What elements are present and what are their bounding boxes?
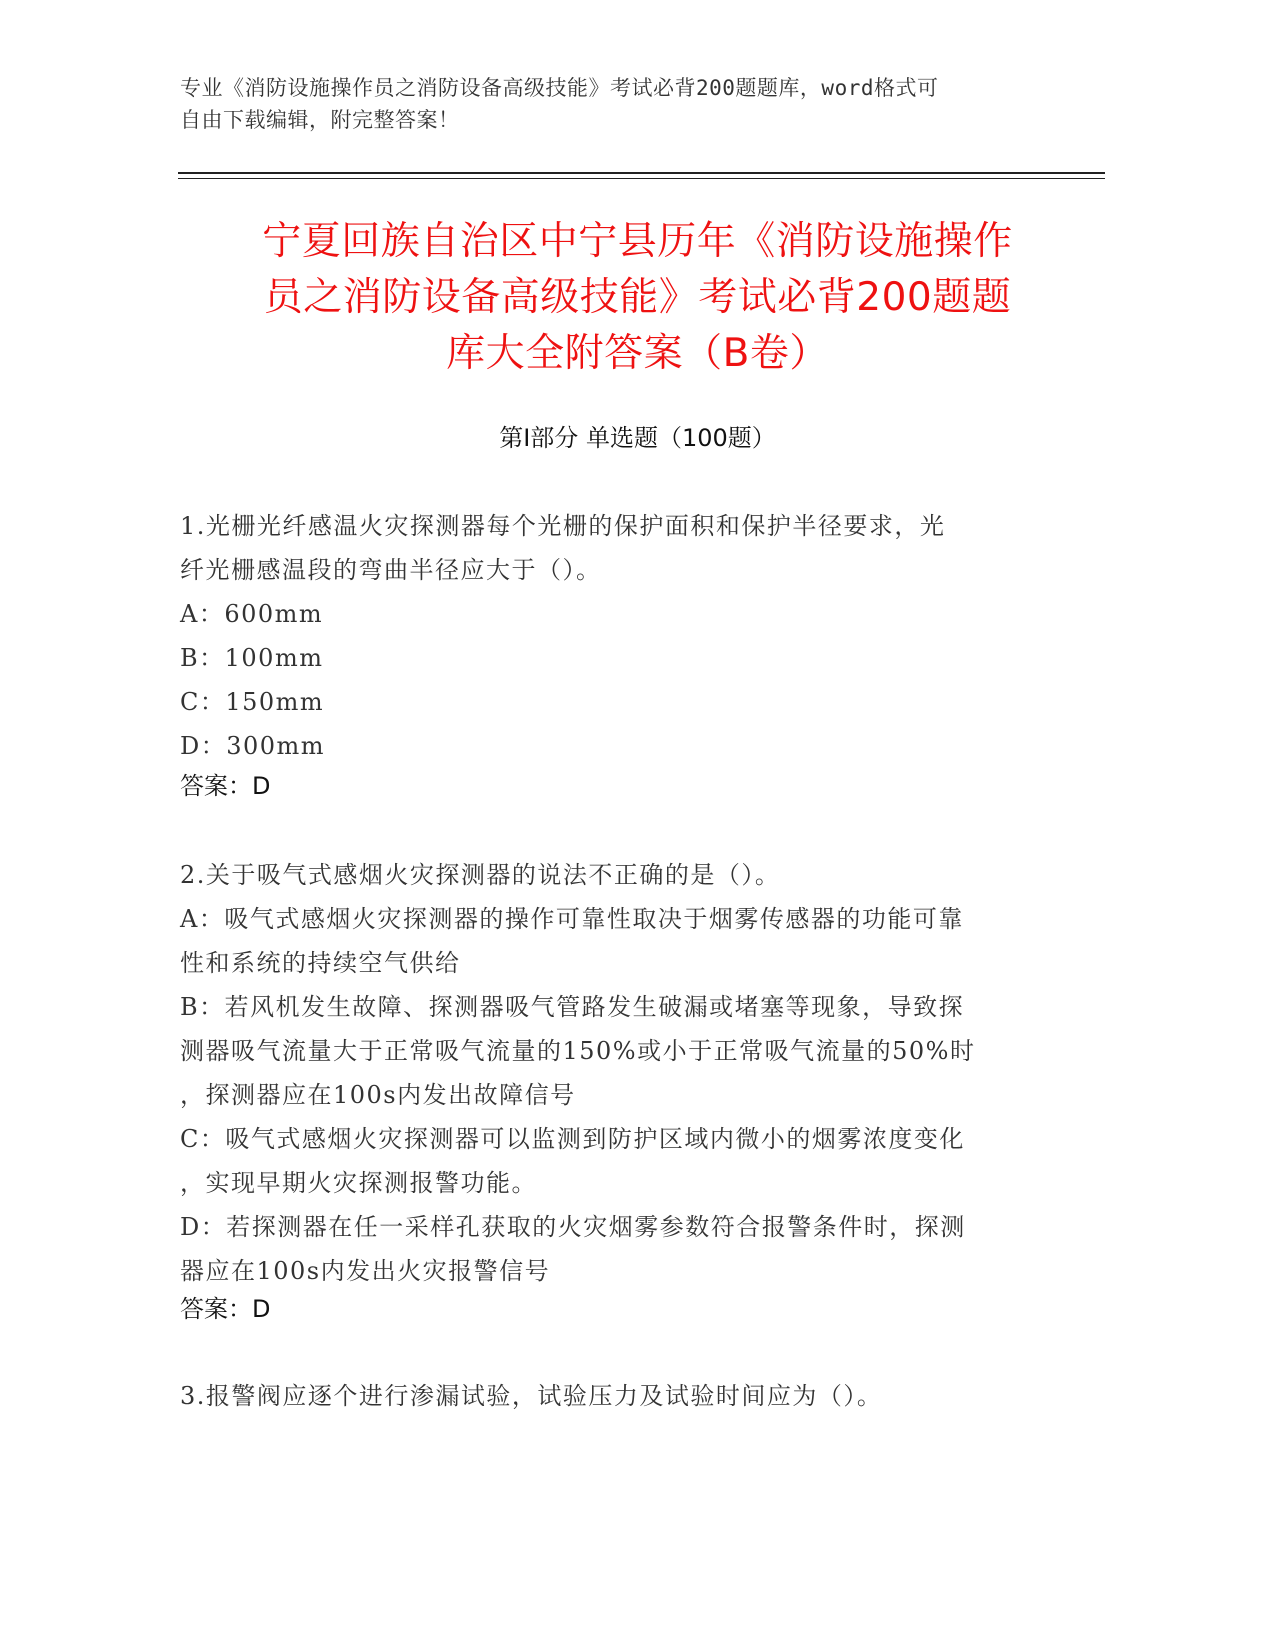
option-b: B：100mm [180, 644, 324, 672]
option-line: ，实现早期火灾探测报警功能。 [180, 1169, 537, 1197]
option-line: C：吸气式感烟火灾探测器可以监测到防护区域内微小的烟雾浓度变化 [180, 1125, 965, 1153]
option-line: 测器吸气流量大于正常吸气流量的150%或小于正常吸气流量的50%时 [180, 1037, 976, 1065]
title-line: 员之消防设备高级技能》考试必背200题题 [263, 275, 1012, 320]
option-line: ，探测器应在100s内发出故障信号 [180, 1081, 576, 1109]
option-line: D：若探测器在任一采样孔获取的火灾烟雾参数符合报警条件时，探测 [180, 1213, 966, 1241]
header-divider-thin [178, 178, 1105, 179]
header-note [180, 72, 1040, 136]
option-line: 性和系统的持续空气供给 [180, 949, 461, 977]
option-c: C：150mm [180, 688, 325, 716]
question-2 [180, 853, 1030, 1293]
option-line: 器应在100s内发出火灾报警信号 [180, 1257, 551, 1285]
question-stem: 2.关于吸气式感烟火灾探测器的说法不正确的是（）。 [180, 861, 781, 889]
question-1 [180, 504, 1030, 768]
title-line: 宁夏回族自治区中宁县历年《消防设施操作 [262, 219, 1013, 264]
option-a: A：600mm [180, 600, 324, 628]
document-title [180, 214, 1095, 382]
header-note-line: 自由下载编辑，附完整答案！ [180, 108, 460, 132]
option-line: B：若风机发生故障、探测器吸气管路发生破漏或堵塞等现象，导致探 [180, 993, 965, 1021]
header-note-line: 专业《消防设施操作员之消防设备高级技能》考试必背200题题库，word格式可 [180, 76, 939, 100]
title-line: 库大全附答案（B卷） [446, 331, 829, 376]
option-line: A：吸气式感烟火灾探测器的操作可靠性取决于烟雾传感器的功能可靠 [180, 905, 964, 933]
question-stem: 1.光栅光纤感温火灾探测器每个光栅的保护面积和保护半径要求，光 [180, 512, 946, 540]
question-stem: 3.报警阀应逐个进行渗漏试验，试验压力及试验时间应为（）。 [180, 1382, 883, 1410]
answer-2: 答案：D [180, 1295, 271, 1323]
option-d: D：300mm [180, 732, 326, 760]
question-stem: 纤光栅感温段的弯曲半径应大于（）。 [180, 556, 602, 584]
section-heading: 第Ⅰ部分 单选题（100题） [499, 424, 776, 452]
answer-1: 答案：D [180, 772, 271, 800]
header-divider [178, 172, 1105, 174]
question-3 [180, 1374, 1030, 1418]
